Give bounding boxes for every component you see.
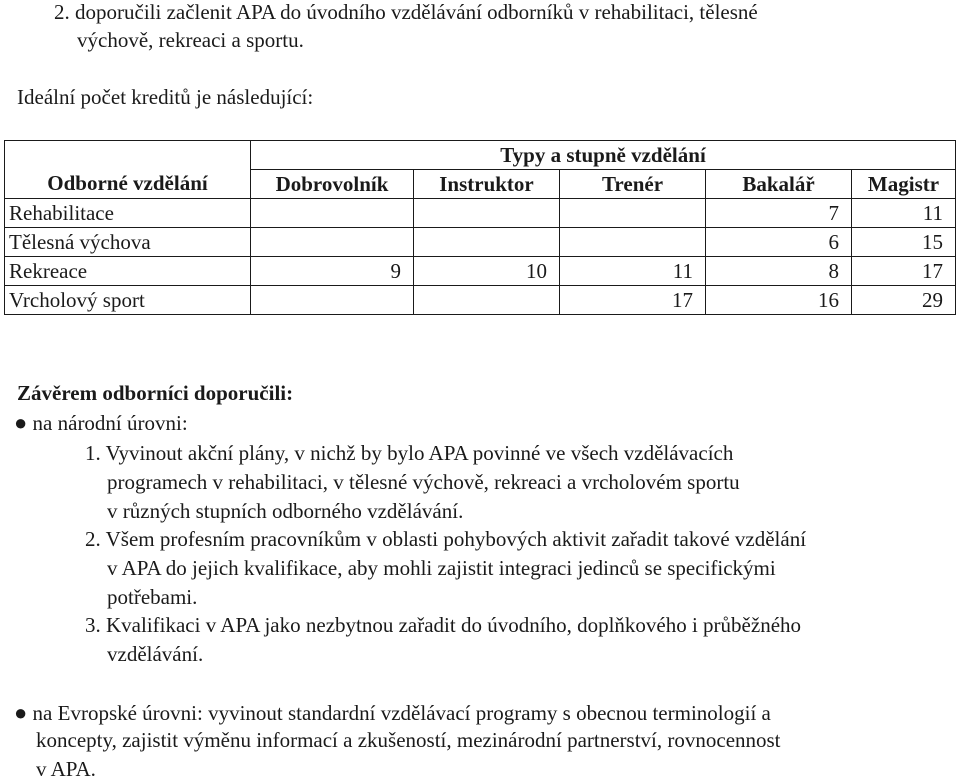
national-level-item (14, 408, 188, 438)
european-level-line-1: na Evropské úrovni: vyvinout standardní vzdělávací programy s obecnou terminologií a (32, 701, 771, 725)
national-item-3-line-2: vzdělávání. (107, 642, 204, 666)
table-cell (251, 228, 414, 257)
table-cell: 11 (560, 257, 706, 286)
table-column-header: Dobrovolník (251, 170, 414, 199)
european-level-line-2: koncepty, zajistit výměnu informací a zkušeností, mezinárodní partnerství, rovnocennost (36, 728, 781, 752)
table-cell (414, 286, 560, 315)
table-header-row (5, 170, 956, 199)
table-group-header: Typy a stupně vzdělání (251, 141, 956, 170)
national-item-1-line-2: programech v rehabilitaci, v tělesné výchově, rekreaci a vrcholovém sportu (107, 470, 740, 494)
european-level-line-3: v APA. (36, 757, 96, 781)
table-cell: 17 (852, 257, 956, 286)
european-level-item (14, 698, 771, 728)
national-item-3-line-1: 3. Kvalifikaci v APA jako nezbytnou zařadit do úvodního, doplňkového i průběžného (85, 613, 802, 637)
table-cell: 10 (414, 257, 560, 286)
credits-table (4, 140, 956, 315)
table-row-label: Rekreace (5, 257, 251, 286)
table-column-header: Instruktor (414, 170, 560, 199)
bullet-icon: ● (14, 700, 28, 725)
table-column-header: Magistr (852, 170, 956, 199)
table-cell (414, 199, 560, 228)
table-cell: 16 (706, 286, 852, 315)
conclusion-heading: Závěrem odborníci doporučili: (17, 381, 294, 405)
table-row (5, 228, 956, 257)
table-row (5, 199, 956, 228)
table-cell: 11 (852, 199, 956, 228)
table-cell: 29 (852, 286, 956, 315)
bullet-icon: ● (14, 410, 28, 435)
table-cell: 6 (706, 228, 852, 257)
table-cell (251, 199, 414, 228)
national-item-1-line-1: 1. Vyvinout akční plány, v nichž by bylo APA povinné ve všech vzdělávacích (85, 441, 734, 465)
table-row-label: Rehabilitace (5, 199, 251, 228)
table-row-label: Vrcholový sport (5, 286, 251, 315)
table-row-label: Tělesná výchova (5, 228, 251, 257)
table-group-header-row (5, 141, 956, 170)
credits-heading: Ideální počet kreditů je následující: (17, 85, 314, 109)
national-level-label: na národní úrovni: (32, 411, 188, 435)
table-column-header: Bakalář (706, 170, 852, 199)
table-cell: 17 (560, 286, 706, 315)
table-row-header: Odborné vzdělání (5, 170, 251, 199)
national-item-2-line-2: v APA do jejich kvalifikace, aby mohli zajistit integraci jedinců se specifickými (107, 556, 776, 580)
table-row (5, 286, 956, 315)
table-cell (560, 228, 706, 257)
national-item-2-line-3: potřebami. (107, 585, 198, 609)
table-cell: 7 (706, 199, 852, 228)
national-item-1-line-3: v různých stupních odborného vzdělávání. (107, 499, 464, 523)
table-cell: 8 (706, 257, 852, 286)
table-corner-cell (5, 141, 251, 170)
intro-line-1: 2. doporučili začlenit APA do úvodního vzdělávání odborníků v rehabilitaci, tělesné (54, 0, 758, 24)
table-cell: 15 (852, 228, 956, 257)
table-cell (560, 199, 706, 228)
table-cell: 9 (251, 257, 414, 286)
intro-line-2: výchově, rekreaci a sportu. (77, 28, 304, 52)
national-item-2-line-1: 2. Všem profesním pracovníkům v oblasti pohybových aktivit zařadit takové vzdělání (85, 527, 807, 551)
table-cell (251, 286, 414, 315)
table-cell (414, 228, 560, 257)
table-row (5, 257, 956, 286)
table-column-header: Trenér (560, 170, 706, 199)
